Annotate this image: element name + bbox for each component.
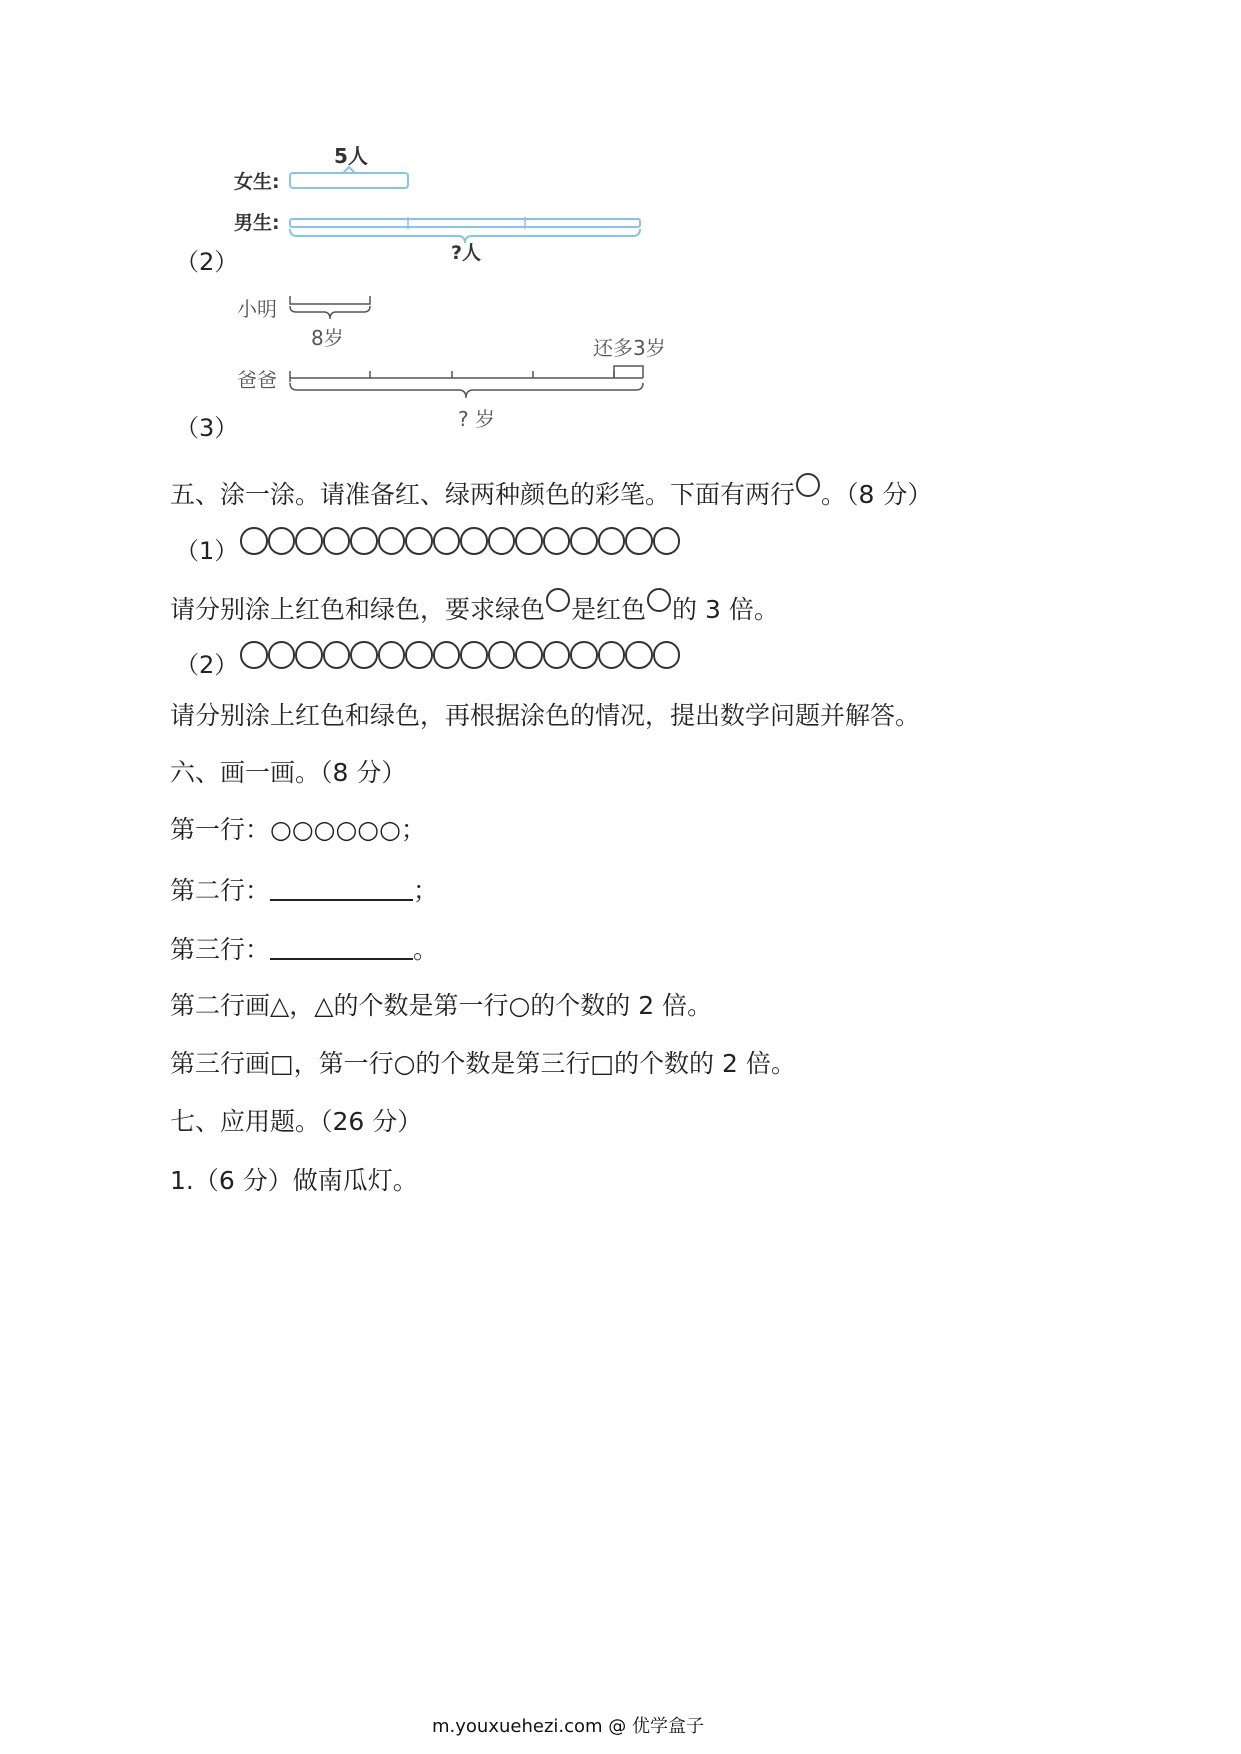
- girls-value: 5人: [334, 144, 368, 168]
- footer-watermark: m.youxuehezi.com @ 优学盒子: [432, 1716, 705, 1737]
- rule-1: 第二行画△，△的个数是第一行○的个数的 2 倍。: [170, 991, 713, 1020]
- xiaoming-label: 小明: [237, 297, 277, 321]
- circle-to-color: [268, 527, 296, 555]
- diagram-3: [237, 296, 666, 431]
- girls-label: 女生:: [234, 171, 280, 193]
- extra-bracket: [614, 366, 643, 378]
- circle-to-color: [323, 527, 351, 555]
- circle-to-color: [488, 527, 516, 555]
- dad-bar-ticks: [290, 371, 614, 382]
- circle-to-color: [488, 641, 516, 669]
- dad-label: 爸爸: [237, 368, 277, 392]
- xiaoming-brace: [290, 306, 370, 319]
- boys-label: 男生:: [234, 212, 280, 234]
- circle-to-color: [350, 641, 378, 669]
- dad-total: ? 岁: [458, 407, 495, 431]
- circle-to-color: [598, 527, 626, 555]
- q5-1-circle-row: [240, 527, 680, 555]
- row-3: [170, 934, 438, 962]
- circle-to-color: [625, 641, 653, 669]
- row-1: 第一行：○○○○○○；: [170, 815, 426, 844]
- circle-to-color: [295, 641, 323, 669]
- q5-1-text-b: 是红色: [571, 595, 647, 624]
- boys-bar: [290, 219, 640, 227]
- circle-to-color: [570, 527, 598, 555]
- extra-label: 还多3岁: [593, 336, 666, 360]
- xiaoming-value: 8岁: [311, 326, 344, 350]
- diagram-2: [234, 144, 640, 264]
- circle-to-color: [460, 527, 488, 555]
- circle-to-color: [378, 527, 406, 555]
- xiaoming-bar: [290, 296, 370, 304]
- circle-to-color: [240, 641, 268, 669]
- row-2-blank: [270, 875, 413, 901]
- diagram-3-number: （3）: [175, 414, 239, 442]
- circle-to-color: [240, 527, 268, 555]
- dad-total-brace: [290, 383, 643, 398]
- row-2-label: 第二行：: [170, 876, 271, 905]
- q5-2-circle-row: [240, 641, 680, 669]
- q5-1-instruction: [170, 588, 779, 624]
- circle-to-color: [350, 527, 378, 555]
- row-3-end: 。: [413, 935, 439, 964]
- circle-to-color: [323, 641, 351, 669]
- boys-total-brace: [290, 229, 640, 243]
- circle-icon: [647, 588, 671, 612]
- rule-2: 第三行画□，第一行○的个数是第三行□的个数的 2 倍。: [170, 1049, 796, 1078]
- circle-to-color: [543, 641, 571, 669]
- q5-2-number: （2）: [175, 651, 239, 679]
- row-2: [170, 875, 438, 903]
- circle-icon: [546, 588, 570, 612]
- circle-to-color: [515, 527, 543, 555]
- circle-to-color: [433, 527, 461, 555]
- section-6-title: 六、画一画。（8 分）: [170, 758, 407, 787]
- circle-to-color: [460, 641, 488, 669]
- diagram-2-number: （2）: [175, 248, 239, 276]
- girls-bar: [290, 173, 408, 188]
- circle-to-color: [653, 527, 681, 555]
- section-5-title: [170, 473, 933, 509]
- circle-to-color: [405, 641, 433, 669]
- section-7-title: 七、应用题。（26 分）: [170, 1107, 423, 1136]
- circle-to-color: [543, 527, 571, 555]
- section-5-score: 。（8 分）: [821, 480, 933, 509]
- q5-1-number: （1）: [175, 537, 239, 565]
- circle-to-color: [433, 641, 461, 669]
- circle-to-color: [653, 641, 681, 669]
- circle-to-color: [570, 641, 598, 669]
- circle-to-color: [268, 641, 296, 669]
- segment-diagrams: [0, 0, 1241, 450]
- circle-to-color: [515, 641, 543, 669]
- row-3-label: 第三行：: [170, 935, 271, 964]
- circle-to-color: [598, 641, 626, 669]
- circle-to-color: [405, 527, 433, 555]
- row-3-blank: [270, 934, 413, 960]
- q5-1-text-c: 的 3 倍。: [672, 595, 779, 624]
- section-5-title-text: 五、涂一涂。请准备红、绿两种颜色的彩笔。下面有两行: [170, 480, 796, 509]
- circle-icon: [796, 473, 820, 497]
- circle-to-color: [378, 641, 406, 669]
- q7-1: 1.（6 分）做南瓜灯。: [170, 1166, 418, 1195]
- circle-to-color: [625, 527, 653, 555]
- q5-1-text-a: 请分别涂上红色和绿色，要求绿色: [170, 595, 546, 624]
- boys-total: ?人: [451, 242, 482, 264]
- row-2-end: ；: [413, 876, 439, 905]
- q5-2-instruction: 请分别涂上红色和绿色，再根据涂色的情况，提出数学问题并解答。: [170, 701, 921, 730]
- circle-to-color: [295, 527, 323, 555]
